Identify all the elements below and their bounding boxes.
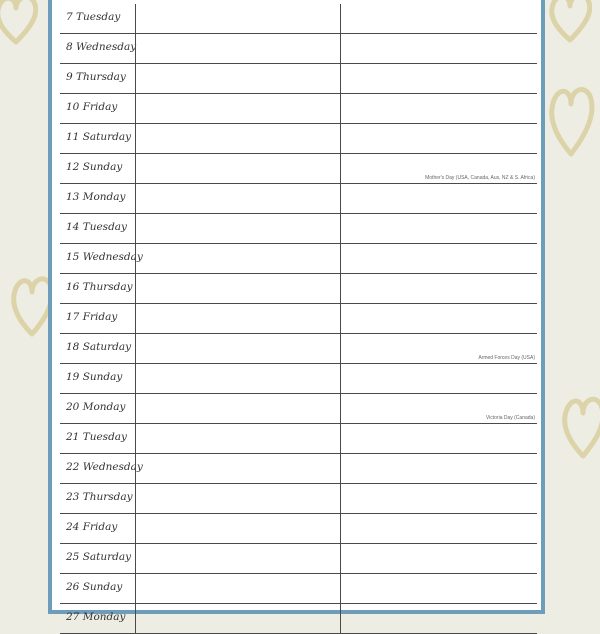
column-divider: [340, 334, 341, 363]
day-row: [60, 544, 537, 574]
day-row: [60, 244, 537, 274]
day-label: 9 Thursday: [66, 71, 126, 83]
heart-icon: [560, 392, 600, 462]
day-row: [60, 274, 537, 304]
column-divider: [340, 574, 341, 603]
column-divider: [135, 304, 136, 333]
day-row: [60, 184, 537, 214]
day-row: [60, 394, 537, 424]
column-divider: [135, 454, 136, 483]
column-divider: [340, 544, 341, 573]
column-divider: [135, 544, 136, 573]
day-label: 12 Sunday: [66, 161, 123, 173]
day-row: [60, 64, 537, 94]
column-divider: [135, 244, 136, 273]
column-divider: [135, 604, 136, 633]
column-divider: [340, 604, 341, 633]
day-row: [60, 214, 537, 244]
column-divider: [135, 484, 136, 513]
holiday-note: Mother's Day (USA, Canada, Aus, NZ & S. Africa): [425, 175, 535, 181]
day-row: [60, 304, 537, 334]
day-row: [60, 124, 537, 154]
column-divider: [135, 184, 136, 213]
day-row: [60, 34, 537, 64]
day-row: [60, 484, 537, 514]
day-label: 11 Saturday: [66, 131, 132, 143]
day-label: 26 Sunday: [66, 581, 123, 593]
column-divider: [340, 304, 341, 333]
column-divider: [135, 34, 136, 63]
day-row: [60, 454, 537, 484]
column-divider: [135, 64, 136, 93]
heart-icon: [0, 0, 38, 48]
column-divider: [135, 124, 136, 153]
column-divider: [340, 94, 341, 123]
column-divider: [340, 394, 341, 423]
column-divider: [135, 424, 136, 453]
day-label: 16 Thursday: [66, 281, 133, 293]
day-label: 24 Friday: [66, 521, 118, 533]
day-row: [60, 424, 537, 454]
day-label: 13 Monday: [66, 191, 126, 203]
day-grid: [60, 4, 537, 634]
column-divider: [340, 514, 341, 543]
day-row: [60, 334, 537, 364]
column-divider: [135, 514, 136, 543]
day-label: 15 Wednesday: [66, 251, 143, 263]
column-divider: [340, 4, 341, 33]
column-divider: [340, 214, 341, 243]
column-divider: [340, 184, 341, 213]
column-divider: [135, 4, 136, 33]
holiday-note: Armed Forces Day (USA): [478, 355, 535, 361]
column-divider: [135, 154, 136, 183]
column-divider: [340, 154, 341, 183]
day-label: 22 Wednesday: [66, 461, 143, 473]
day-label: 19 Sunday: [66, 371, 123, 383]
day-row: [60, 604, 537, 634]
day-label: 7 Tuesday: [66, 11, 121, 23]
column-divider: [135, 574, 136, 603]
column-divider: [340, 64, 341, 93]
column-divider: [340, 364, 341, 393]
day-label: 18 Saturday: [66, 341, 132, 353]
day-row: [60, 514, 537, 544]
day-label: 14 Tuesday: [66, 221, 127, 233]
day-row: [60, 94, 537, 124]
column-divider: [135, 334, 136, 363]
day-label: 10 Friday: [66, 101, 118, 113]
day-label: 25 Saturday: [66, 551, 132, 563]
column-divider: [135, 274, 136, 303]
holiday-note: Victoria Day (Canada): [485, 415, 535, 421]
day-label: 17 Friday: [66, 311, 118, 323]
day-label: 23 Thursday: [66, 491, 133, 503]
day-label: 27 Monday: [66, 611, 126, 623]
column-divider: [135, 94, 136, 123]
column-divider: [340, 34, 341, 63]
column-divider: [135, 364, 136, 393]
column-divider: [340, 244, 341, 273]
day-label: 21 Tuesday: [66, 431, 127, 443]
heart-icon: [548, 0, 592, 46]
day-row: [60, 4, 537, 34]
planner-page: [48, 0, 545, 623]
column-divider: [135, 214, 136, 243]
column-divider: [340, 424, 341, 453]
column-divider: [135, 394, 136, 423]
column-divider: [340, 274, 341, 303]
day-label: 8 Wednesday: [66, 41, 137, 53]
day-row: [60, 364, 537, 394]
day-label: 20 Monday: [66, 401, 126, 413]
column-divider: [340, 124, 341, 153]
column-divider: [340, 454, 341, 483]
day-row: [60, 154, 537, 184]
heart-icon: [546, 82, 596, 160]
column-divider: [340, 484, 341, 513]
